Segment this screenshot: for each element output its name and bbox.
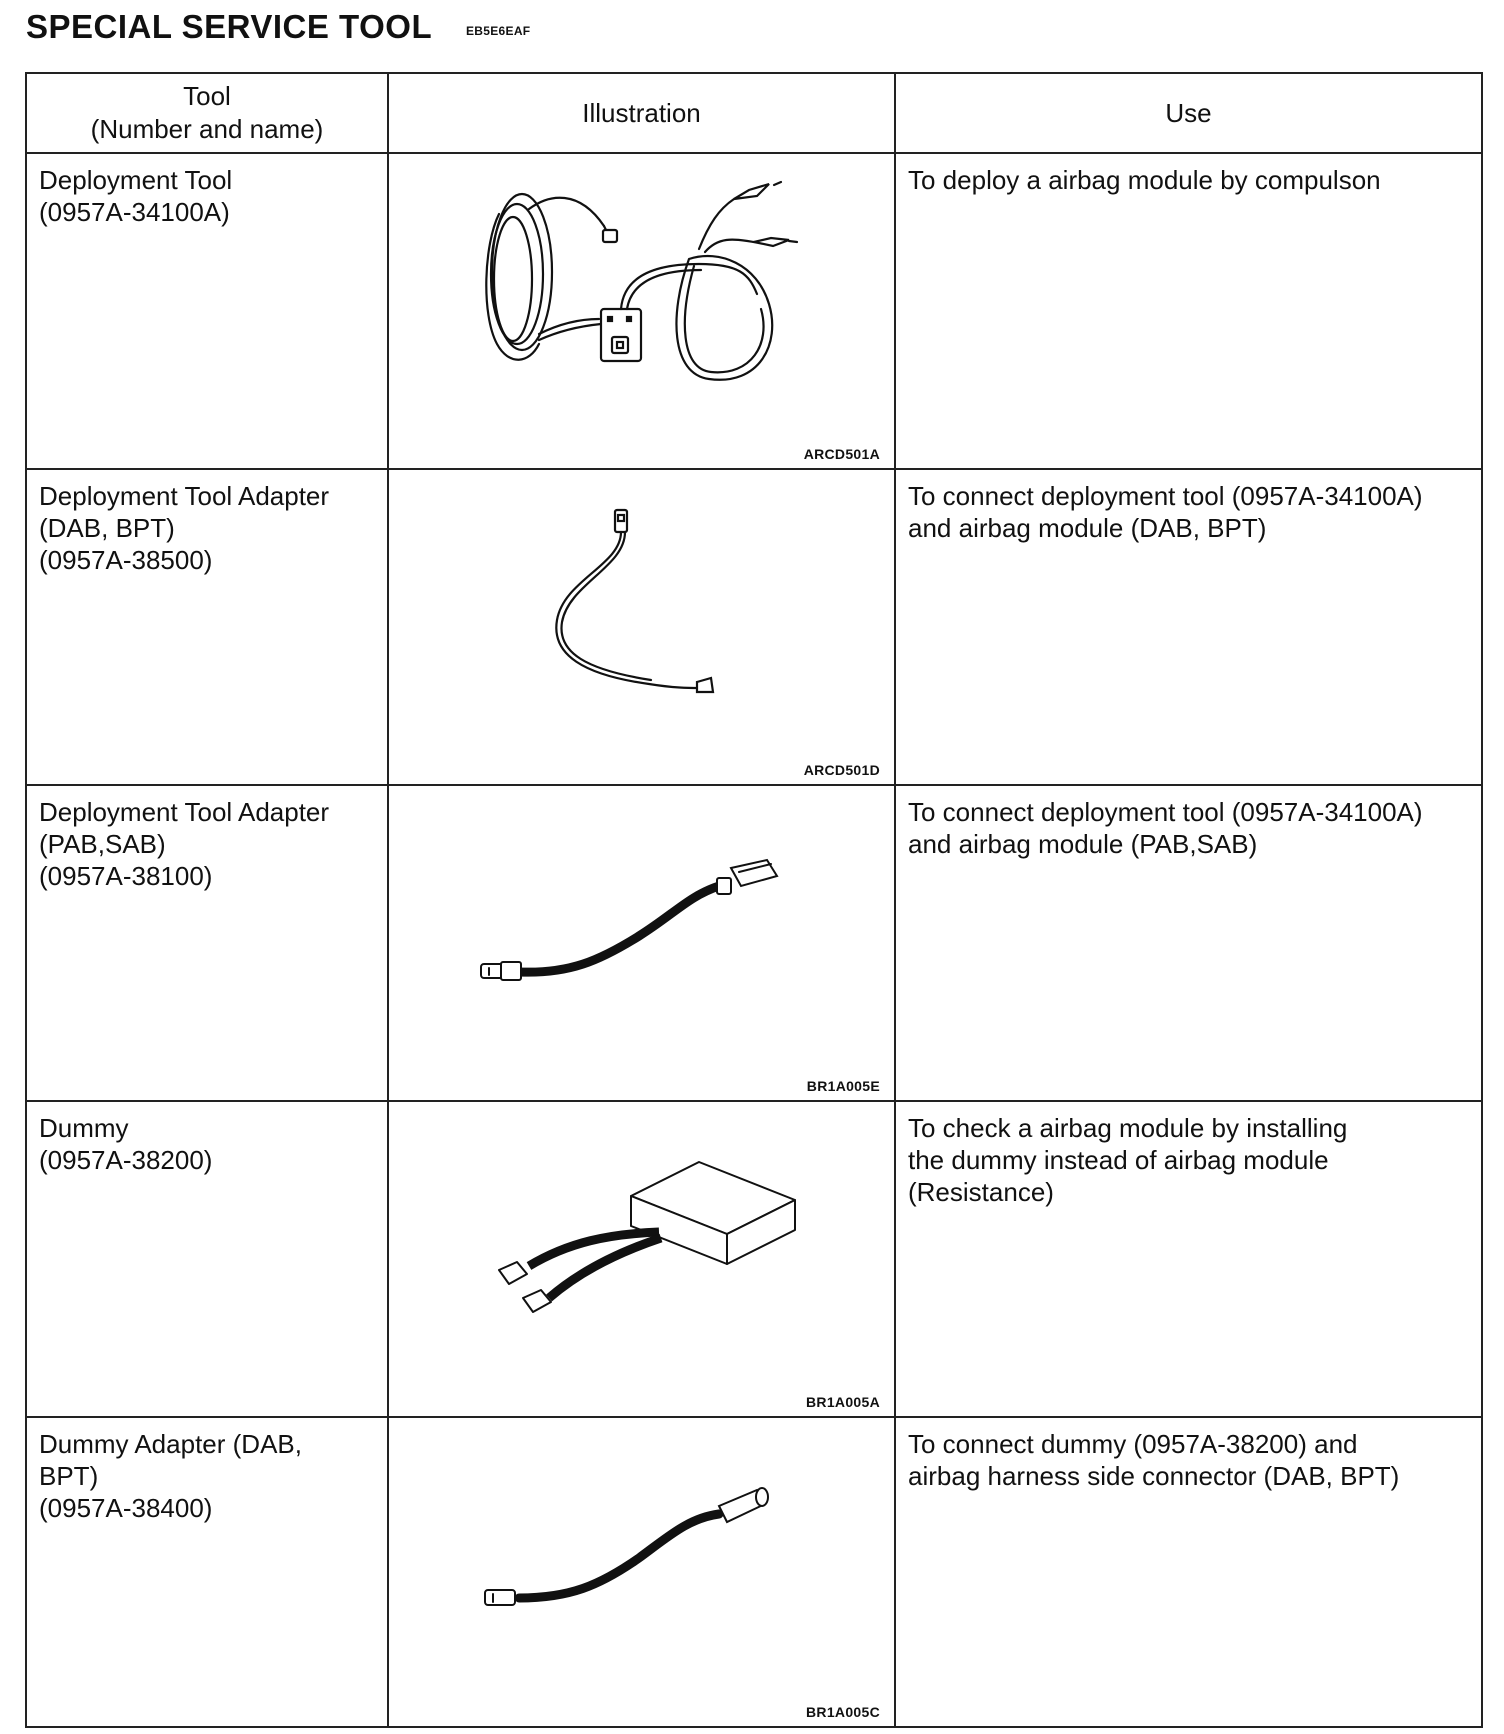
tool-cell <box>26 785 388 1101</box>
illustration-cell <box>388 153 895 469</box>
tool-cell <box>26 1101 388 1417</box>
adapter-cable-icon <box>389 470 894 784</box>
tool-number: (0957A-38500) <box>39 545 213 575</box>
page-title: SPECIAL SERVICE TOOL <box>26 8 433 45</box>
tool-cell <box>26 153 388 469</box>
use-cell <box>895 469 1482 785</box>
tool-variant: (PAB,SAB) <box>39 829 166 859</box>
tool-name: Dummy Adapter (DAB, <box>39 1429 302 1459</box>
tool-name: Deployment Tool Adapter <box>39 481 330 511</box>
special-service-tool-table <box>25 72 1483 1728</box>
header-illustration: Illustration <box>388 73 895 153</box>
use-text: To connect dummy (0957A-38200) and <box>908 1429 1358 1459</box>
use-cell <box>895 1101 1482 1417</box>
use-text: and airbag module (DAB, BPT) <box>908 513 1267 543</box>
tool-number: (0957A-38100) <box>39 861 213 891</box>
tool-name: Deployment Tool <box>39 165 233 195</box>
tool-number: (0957A-38400) <box>39 1493 213 1523</box>
use-text: airbag harness side connector (DAB, BPT) <box>908 1461 1400 1491</box>
use-cell <box>895 785 1482 1101</box>
tool-cell <box>26 1417 388 1727</box>
tool-number: (0957A-38200) <box>39 1145 213 1175</box>
table-row <box>26 1101 1482 1417</box>
table-header-row <box>26 73 1482 153</box>
use-text: (Resistance) <box>908 1177 1054 1207</box>
table-row <box>26 469 1482 785</box>
illustration-cell <box>388 785 895 1101</box>
use-text: and airbag module (PAB,SAB) <box>908 829 1258 859</box>
use-text: To check a airbag module by installing <box>908 1113 1348 1143</box>
figure-code: BR1A005A <box>806 1394 880 1410</box>
use-text: the dummy instead of airbag module <box>908 1145 1329 1175</box>
dummy-box-icon <box>389 1102 894 1416</box>
tool-name: Dummy <box>39 1113 129 1143</box>
header-tool <box>26 73 388 153</box>
tool-variant: BPT) <box>39 1461 99 1491</box>
illustration-cell <box>388 1101 895 1417</box>
tool-number: (0957A-34100A) <box>39 197 230 227</box>
table-row <box>26 153 1482 469</box>
header-use: Use <box>895 73 1482 153</box>
table-row <box>26 785 1482 1101</box>
illustration-cell <box>388 469 895 785</box>
deployment-tool-harness-icon <box>389 154 894 468</box>
header-tool-line-2: (Number and name) <box>90 114 324 144</box>
header-tool-line-1: Tool <box>183 81 231 111</box>
use-cell <box>895 153 1482 469</box>
illustration-cell <box>388 1417 895 1727</box>
use-cell <box>895 1417 1482 1727</box>
figure-code: BR1A005E <box>806 1078 880 1094</box>
tool-variant: (DAB, BPT) <box>39 513 175 543</box>
figure-code: ARCD501A <box>803 446 880 462</box>
document-code: EB5E6EAF <box>466 24 531 38</box>
use-text: To deploy a airbag module by compulson <box>908 165 1381 195</box>
figure-code: BR1A005C <box>806 1704 880 1720</box>
table-row <box>26 1417 1482 1727</box>
tool-name: Deployment Tool Adapter <box>39 797 330 827</box>
adapter-harness-icon <box>389 786 894 1100</box>
dummy-adapter-cable-icon <box>389 1418 894 1732</box>
use-text: To connect deployment tool (0957A-34100A) <box>908 797 1423 827</box>
tool-cell <box>26 469 388 785</box>
figure-code: ARCD501D <box>803 762 880 778</box>
use-text: To connect deployment tool (0957A-34100A) <box>908 481 1423 511</box>
